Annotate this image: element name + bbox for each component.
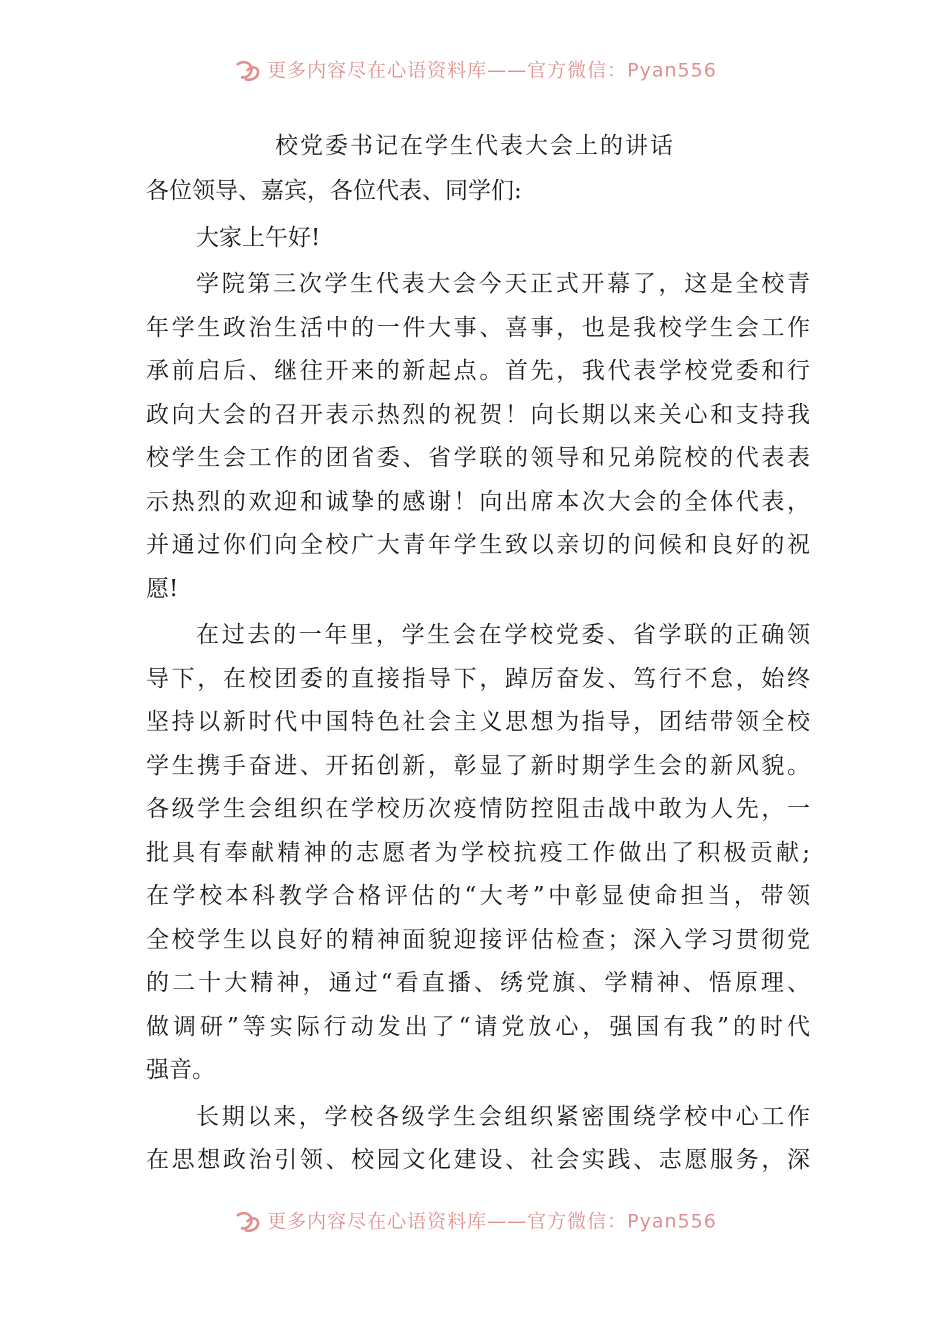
watermark-logo-icon bbox=[233, 59, 263, 83]
document-body bbox=[146, 170, 810, 1183]
paragraph-line: 示热烈的欢迎和诚挚的感谢！向出席本次大会的全体代表， bbox=[146, 488, 810, 515]
header-watermark-text: 更多内容尽在心语资料库——官方微信：Pyan556 bbox=[267, 59, 717, 82]
header-watermark bbox=[0, 56, 950, 84]
paragraph-line: 校学生会工作的团省委、省学联的领导和兄弟院校的代表表 bbox=[146, 445, 810, 471]
paragraph-line: 在学校本科教学合格评估的“大考”中彰显使命担当，带领 bbox=[146, 883, 810, 909]
paragraph-line: 强音。 bbox=[146, 1057, 215, 1083]
paragraph-line: 承前启后、继往开来的新起点。首先，我代表学校党委和行 bbox=[146, 358, 810, 384]
paragraph-line: 导下，在校团委的直接指导下，踔厉奋发、笃行不怠，始终 bbox=[146, 665, 810, 692]
paragraph-line: 坚持以新时代中国特色社会主义思想为指导，团结带领全校 bbox=[146, 709, 810, 735]
document-title: 校党委书记在学生代表大会上的讲话 bbox=[275, 133, 675, 159]
paragraph-line: 并通过你们向全校广大青年学生致以亲切的问候和良好的祝 bbox=[146, 532, 810, 558]
paragraph-line: 批具有奉献精神的志愿者为学校抗疫工作做出了积极贡献; bbox=[146, 839, 810, 866]
paragraph-line: 全校学生以良好的精神面貌迎接评估检查；深入学习贯彻党 bbox=[146, 926, 810, 953]
paragraph-3 bbox=[146, 1096, 810, 1183]
paragraph-line: 愿! bbox=[146, 575, 179, 602]
paragraph-2 bbox=[146, 614, 810, 1093]
paragraph-line: 学院第三次学生代表大会今天正式开幕了，这是全校青 bbox=[196, 271, 810, 297]
footer-watermark-text: 更多内容尽在心语资料库——官方微信：Pyan556 bbox=[267, 1210, 717, 1233]
greeting: 大家上午好! bbox=[196, 224, 321, 251]
paragraph-line: 年学生政治生活中的一件大事、喜事，也是我校学生会工作 bbox=[146, 314, 810, 341]
footer-watermark bbox=[0, 1207, 950, 1235]
paragraph-line: 在思想政治引领、校园文化建设、社会实践、志愿服务，深 bbox=[146, 1147, 810, 1173]
paragraph-line: 政向大会的召开表示热烈的祝贺！向长期以来关心和支持我 bbox=[146, 401, 810, 428]
watermark-logo-icon bbox=[233, 1210, 263, 1234]
paragraph-line: 学生携手奋进、开拓创新，彰显了新时期学生会的新风貌。 bbox=[146, 752, 810, 779]
paragraph-line: 的二十大精神，通过“看直播、绣党旗、学精神、悟原理、 bbox=[146, 970, 810, 996]
paragraph-line: 在过去的一年里，学生会在学校党委、省学联的正确领 bbox=[196, 622, 810, 648]
paragraph-1 bbox=[146, 263, 810, 611]
paragraph-line: 长期以来，学校各级学生会组织紧密围绕学校中心工作 bbox=[196, 1103, 810, 1130]
paragraph-line: 做调研”等实际行动发出了“请党放心，强国有我”的时代 bbox=[146, 1013, 810, 1040]
paragraph-line: 各级学生会组织在学校历次疫情防控阻击战中敢为人先，一 bbox=[146, 796, 810, 822]
salutation: 各位领导、嘉宾，各位代表、同学们: bbox=[146, 178, 522, 204]
